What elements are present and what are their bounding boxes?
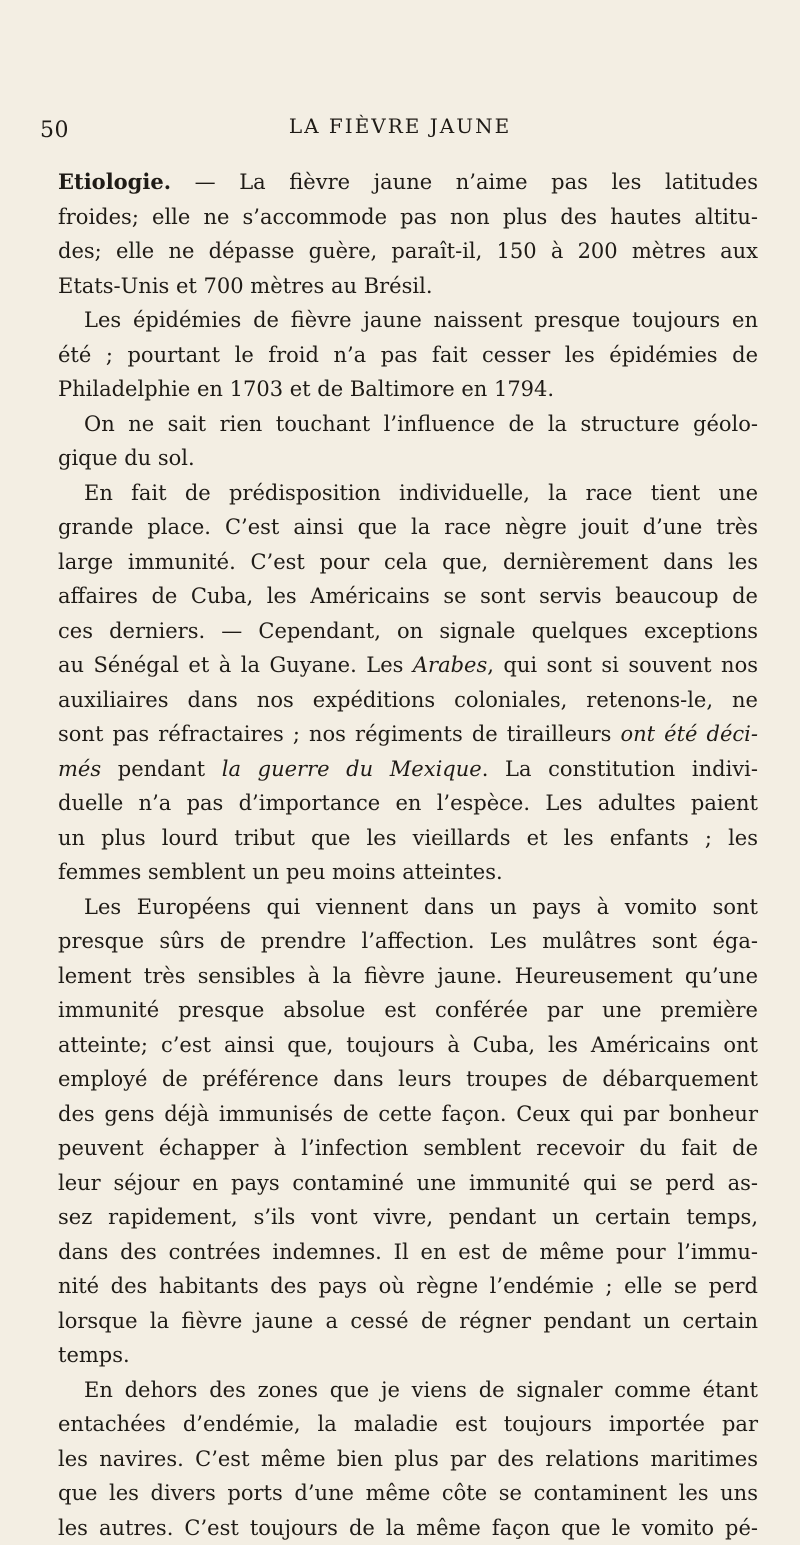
- text-line: [58, 510, 758, 545]
- text-line: [58, 821, 758, 856]
- text-run: un plus lourd tribut que les vieillards et les enfants ; les: [58, 826, 758, 850]
- text-run: — La fièvre jaune n’aime pas les latitudes: [171, 170, 758, 194]
- italic-text: Arabes: [413, 653, 487, 677]
- text-line: [58, 1235, 758, 1270]
- text-run: été ; pourtant le froid n’a pas fait cesser les épidémies de: [58, 343, 758, 367]
- text-run: dans des contrées indemnes. Il en est de même pour l’immu-: [58, 1240, 758, 1264]
- paragraph: [58, 1373, 758, 1545]
- text-line: [58, 717, 758, 752]
- text-run: On ne sait rien touchant l’influence de la structure géolo-: [84, 412, 758, 436]
- text-line: [58, 683, 758, 718]
- text-line: [58, 1373, 758, 1408]
- text-line: [58, 1131, 758, 1166]
- text-line: [58, 407, 758, 442]
- text-line: [58, 786, 758, 821]
- text-run: lorsque la fièvre jaune a cessé de régner pendant un certain: [58, 1309, 758, 1333]
- text-run: atteinte; c’est ainsi que, toujours à Cuba, les Américains ont: [58, 1033, 758, 1057]
- text-run: des; elle ne dépasse guère, paraît-il, 150 à 200 mètres aux: [58, 239, 758, 263]
- text-line: [58, 1338, 758, 1373]
- text-run: entachées d’endémie, la maladie est toujours importée par: [58, 1412, 758, 1436]
- text-run: les navires. C’est même bien plus par des relations maritimes: [58, 1447, 758, 1471]
- text-run: immunité presque absolue est conférée par une première: [58, 998, 758, 1022]
- text-line: [58, 1269, 758, 1304]
- text-run: Les Européens qui viennent dans un pays à vomito sont: [84, 895, 758, 919]
- text-run: Etats-Unis et 700 mètres au Brésil.: [58, 274, 433, 298]
- text-line: [58, 269, 758, 304]
- text-line: [58, 1028, 758, 1063]
- text-line: [58, 855, 758, 890]
- text-line: [58, 338, 758, 373]
- paragraph: [58, 165, 758, 303]
- text-line: [58, 1511, 758, 1545]
- body-text: [58, 165, 758, 1545]
- text-line: [58, 924, 758, 959]
- text-line: [58, 165, 758, 200]
- text-run: En dehors des zones que je viens de signaler comme étant: [84, 1378, 758, 1402]
- text-run: auxiliaires dans nos expéditions coloniales, retenons-le, ne: [58, 688, 758, 712]
- text-run: ces derniers. — Cependant, on signale quelques exceptions: [58, 619, 758, 643]
- text-run: , qui sont si souvent nos: [487, 653, 758, 677]
- text-run: des gens déjà immunisés de cette façon. Ceux qui par bonheur: [58, 1102, 758, 1126]
- text-run: Philadelphie en 1703 et de Baltimore en 1794.: [58, 377, 554, 401]
- text-line: [58, 476, 758, 511]
- text-run: affaires de Cuba, les Américains se sont servis beaucoup de: [58, 584, 758, 608]
- text-line: [58, 1062, 758, 1097]
- paragraph: [58, 890, 758, 1373]
- text-line: [58, 1407, 758, 1442]
- text-line: [58, 993, 758, 1028]
- text-line: [58, 614, 758, 649]
- text-run: En fait de prédisposition individuelle, la race tient une: [84, 481, 758, 505]
- italic-text: ont été déci-: [620, 722, 758, 746]
- text-line: [58, 234, 758, 269]
- text-line: [58, 200, 758, 235]
- text-line: [58, 1200, 758, 1235]
- text-run: gique du sol.: [58, 446, 195, 470]
- text-line: [58, 1097, 758, 1132]
- text-line: [58, 303, 758, 338]
- text-run: peuvent échapper à l’infection semblent recevoir du fait de: [58, 1136, 758, 1160]
- text-line: [58, 1166, 758, 1201]
- text-run: sont pas réfractaires ; nos régiments de tirailleurs: [58, 722, 620, 746]
- text-run: femmes semblent un peu moins atteintes.: [58, 860, 503, 884]
- text-run: sez rapidement, s’ils vont vivre, pendant un certain temps,: [58, 1205, 758, 1229]
- text-run: froides; elle ne s’accommode pas non plus des hautes altitu-: [58, 205, 758, 229]
- running-title: LA FIÈVRE JAUNE: [0, 114, 800, 138]
- text-run: que les divers ports d’une même côte se contaminent les uns: [58, 1481, 758, 1505]
- page-number: 50: [40, 118, 69, 143]
- text-run: Les épidémies de fièvre jaune naissent presque toujours en: [84, 308, 758, 332]
- text-run: employé de préférence dans leurs troupes de débarquement: [58, 1067, 758, 1091]
- text-line: [58, 1442, 758, 1477]
- text-run: les autres. C’est toujours de la même façon que le vomito pé-: [58, 1516, 758, 1540]
- text-line: [58, 441, 758, 476]
- italic-text: més: [58, 757, 101, 781]
- text-run: nité des habitants des pays où règne l’endémie ; elle se perd: [58, 1274, 758, 1298]
- paragraph: [58, 303, 758, 407]
- text-run: grande place. C’est ainsi que la race nègre jouit d’une très: [58, 515, 758, 539]
- text-run: au Sénégal et à la Guyane. Les: [58, 653, 413, 677]
- text-line: [58, 1304, 758, 1339]
- italic-text: la guerre du Mexique: [222, 757, 482, 781]
- text-line: [58, 545, 758, 580]
- text-run: large immunité. C’est pour cela que, dernièrement dans les: [58, 550, 758, 574]
- text-line: [58, 648, 758, 683]
- text-line: [58, 959, 758, 994]
- text-line: [58, 890, 758, 925]
- paragraph: [58, 407, 758, 476]
- paragraph: [58, 476, 758, 890]
- text-line: [58, 752, 758, 787]
- text-run: presque sûrs de prendre l’affection. Les mulâtres sont éga-: [58, 929, 758, 953]
- text-run: duelle n’a pas d’importance en l’espèce. Les adultes paient: [58, 791, 758, 815]
- text-run: temps.: [58, 1343, 130, 1367]
- section-heading: Etiologie.: [58, 169, 171, 194]
- text-run: lement très sensibles à la fièvre jaune. Heureusement qu’une: [58, 964, 758, 988]
- text-run: pendant: [101, 757, 222, 781]
- text-line: [58, 579, 758, 614]
- text-line: [58, 1476, 758, 1511]
- text-line: [58, 372, 758, 407]
- text-run: . La constitution indivi-: [482, 757, 758, 781]
- text-run: leur séjour en pays contaminé une immunité qui se perd as-: [58, 1171, 758, 1195]
